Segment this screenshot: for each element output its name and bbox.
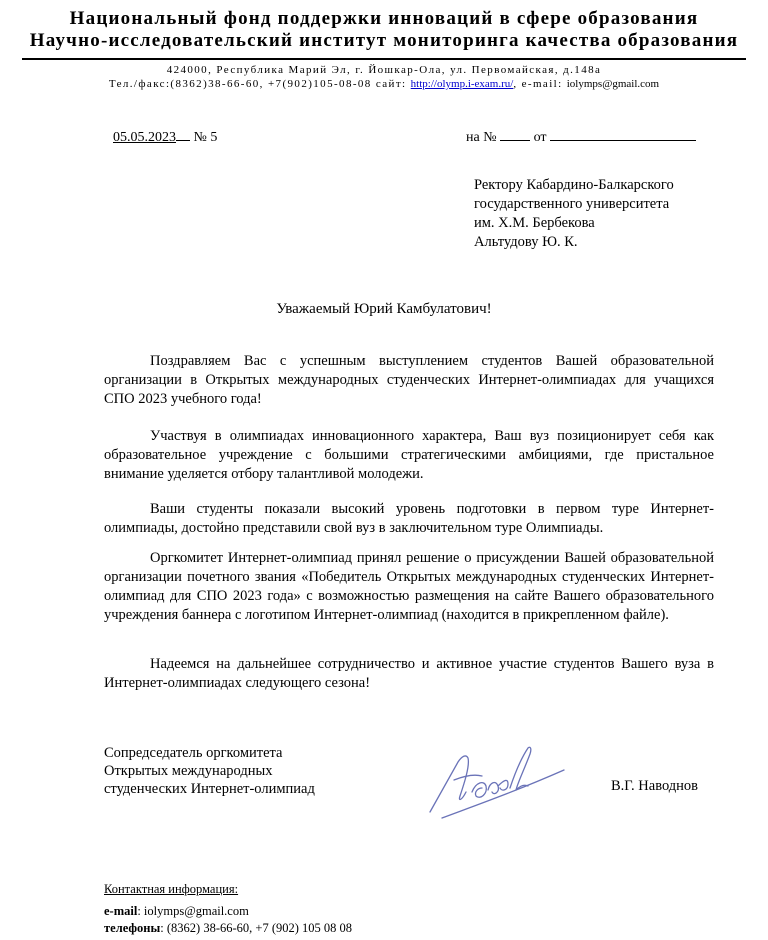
signature-title-1: Сопредседатель оргкомитета [104, 745, 283, 761]
ref-number-blank [500, 128, 530, 141]
contacts-line [0, 78, 768, 90]
handwritten-signature [424, 740, 572, 822]
contact-info-title: Контактная информация: [104, 882, 239, 896]
recipient-line-1: Ректору Кабардино-Балкарского [474, 177, 674, 193]
signer-name: В.Г. Наводнов [611, 778, 699, 794]
body-paragraph-4: Оргкомитет Интернет-олимпиад принял решение о присуждении Вашей образовательной организации почетного звания «Победитель Открытых международных студенческих Интернет-олимпиад для СПО 2023 года» с возможностью размещения на сайте Вашего образовательного учреждения баннера с логотипом Интернет-олимпиад (находится в прикрепленном файле). [104, 550, 714, 623]
signature-title-3: студенческих Интернет-олимпиад [104, 781, 315, 797]
recipient-line-3: им. Х.М. Бербекова [474, 215, 595, 231]
contact-email [104, 904, 249, 919]
header-divider [22, 58, 746, 60]
org-title-line-2: Научно-исследовательский институт мониторинга качества образования [29, 30, 739, 51]
body-paragraph-5: Надеемся на дальнейшее сотрудничество и активное участие студентов Вашего вуза в Интернет-олимпиадах следующего сезона! [104, 656, 714, 691]
reference-line [466, 128, 696, 146]
body-paragraph-1: Поздравляем Вас с успешным выступлением студентов Вашей образовательной организации в Открытых международных студенческих Интернет-олимпиадах для учащихся СПО 2023 учебного года! [104, 353, 714, 407]
site-link[interactable]: http://olymp.i-exam.ru/ [410, 78, 514, 90]
signature-block [104, 744, 315, 798]
contact-email-value: : iolymps@gmail.com [137, 904, 249, 918]
contact-phones-value: : (8362) 38-66-60, +7 (902) 105 08 08 [160, 921, 353, 935]
letter-number: № 5 [193, 130, 218, 145]
recipient-line-4: Альтудову Ю. К. [474, 234, 578, 250]
address-line: 424000, Республика Марий Эл, г. Йошкар-Ола, ул. Первомайская, д.148а [166, 64, 602, 76]
ref-date-blank [550, 128, 696, 141]
phone-text: Тел./факс:(8362)38-66-60, +7(902)105-08-08 сайт: [108, 78, 407, 90]
ref-number-label: на № [466, 130, 497, 145]
contact-phones [104, 921, 352, 936]
body-paragraph-2: Участвуя в олимпиадах инновационного характера, Ваш вуз позиционирует себя как образовательное учреждение с большими стратегическими амбициями, где пристальное внимание уделяется отбору талантливой молодежи. [104, 428, 714, 482]
body-paragraph-3: Ваши студенты показали высокий уровень подготовки в первом туре Интернет-олимпиады, достойно представили свой вуз в заключительном туре Олимпиады. [104, 501, 714, 536]
email-prefix: , e-mail: [513, 78, 563, 90]
ref-from-label: от [533, 130, 547, 145]
recipient-line-2: государственного университета [474, 196, 670, 212]
header-email: iolymps@gmail.com [566, 78, 660, 90]
contact-email-label: e-mail [104, 904, 138, 918]
letter-date-number [113, 128, 217, 146]
recipient-block [474, 176, 674, 252]
signature-title-2: Открытых международных [104, 763, 273, 779]
greeting: Уважаемый Юрий Камбулатович! [276, 301, 492, 317]
org-title-line-1: Национальный фонд поддержки инноваций в сфере образования [69, 8, 699, 29]
contact-phones-label: телефоны [104, 921, 161, 935]
letter-date: 05.05.2023 [113, 130, 176, 145]
